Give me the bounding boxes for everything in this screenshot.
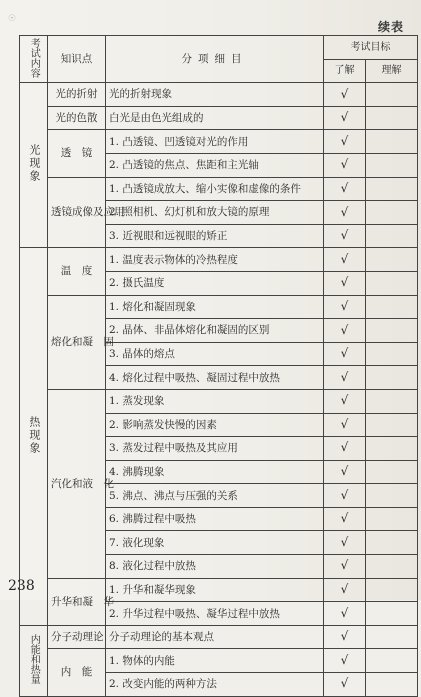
detail-cell: 1. 凸透镜成放大、缩小实像和虚像的条件 (106, 177, 324, 201)
topic-cell: 透 镜 (48, 130, 106, 177)
empty-cell (366, 295, 418, 319)
topic-cell: 内 能 (48, 649, 106, 696)
empty-cell (366, 271, 418, 295)
detail-cell: 2. 凸透镜的焦点、焦距和主光轴 (106, 153, 324, 177)
empty-cell (366, 555, 418, 579)
empty-cell (366, 484, 418, 508)
empty-cell (366, 649, 418, 673)
empty-cell (366, 201, 418, 225)
check-mark: √ (324, 83, 366, 107)
check-mark: √ (324, 460, 366, 484)
empty-cell (366, 673, 418, 697)
check-mark: √ (324, 413, 366, 437)
table-row (20, 83, 418, 107)
empty-cell (366, 83, 418, 107)
check-mark: √ (324, 673, 366, 697)
detail-cell: 2. 升华过程中吸热、凝华过程中放热 (106, 602, 324, 626)
check-mark: √ (324, 555, 366, 579)
detail-cell: 2. 影响蒸发快慢的因素 (106, 413, 324, 437)
header-detail-items: 分项细目 (106, 36, 324, 83)
header-comprehend: 理解 (366, 59, 418, 83)
check-mark: √ (324, 342, 366, 366)
check-mark: √ (324, 437, 366, 461)
topic-cell: 温 度 (48, 248, 106, 295)
detail-cell: 1. 升华和凝华现象 (106, 578, 324, 602)
detail-cell: 8. 液化过程中放热 (106, 555, 324, 579)
detail-cell: 4. 熔化过程中吸热、凝固过程中放热 (106, 366, 324, 390)
empty-cell (366, 602, 418, 626)
topic-cell: 光的折射 (48, 83, 106, 107)
empty-cell (366, 153, 418, 177)
empty-cell (366, 177, 418, 201)
table-row (20, 389, 418, 413)
empty-cell (366, 460, 418, 484)
check-mark: √ (324, 130, 366, 154)
check-mark: √ (324, 248, 366, 272)
check-mark: √ (324, 578, 366, 602)
header-knowledge-point: 知识点 (48, 36, 106, 83)
detail-cell: 3. 蒸发过程中吸热及其应用 (106, 437, 324, 461)
empty-cell (366, 342, 418, 366)
check-mark: √ (324, 106, 366, 130)
topic-cell: 光的色散 (48, 106, 106, 130)
empty-cell (366, 578, 418, 602)
detail-cell: 4. 沸腾现象 (106, 460, 324, 484)
check-mark: √ (324, 224, 366, 248)
empty-cell (366, 319, 418, 343)
check-mark: √ (324, 271, 366, 295)
syllabus-table (19, 35, 418, 697)
page-number: 238 (8, 578, 35, 594)
check-mark: √ (324, 177, 366, 201)
empty-cell (366, 531, 418, 555)
detail-cell: 7. 液化现象 (106, 531, 324, 555)
header-exam-content: 考试内容 (20, 36, 48, 83)
detail-cell: 3. 晶体的熔点 (106, 342, 324, 366)
check-mark: √ (324, 625, 366, 649)
detail-cell: 2. 照相机、幻灯机和放大镜的原理 (106, 201, 324, 225)
detail-cell: 分子动理论的基本观点 (106, 625, 324, 649)
empty-cell (366, 437, 418, 461)
continued-label: 续表 (378, 20, 405, 34)
check-mark: √ (324, 649, 366, 673)
check-mark: √ (324, 602, 366, 626)
detail-cell: 2. 改变内能的两种方法 (106, 673, 324, 697)
empty-cell (366, 389, 418, 413)
empty-cell (366, 366, 418, 390)
table-row (20, 177, 418, 201)
detail-cell: 1. 温度表示物体的冷热程度 (106, 248, 324, 272)
check-mark: √ (324, 389, 366, 413)
empty-cell (366, 413, 418, 437)
table-row (20, 106, 418, 130)
topic-cell: 汽化和液 化 (48, 389, 106, 578)
check-mark: √ (324, 295, 366, 319)
check-mark: √ (324, 319, 366, 343)
check-mark: √ (324, 201, 366, 225)
detail-cell: 2. 晶体、非晶体熔化和凝固的区别 (106, 319, 324, 343)
table-row (20, 130, 418, 154)
table-row (20, 578, 418, 602)
group-light: 光现象 (20, 83, 48, 248)
group-internal-energy: 内能和热量 (20, 625, 48, 696)
detail-cell: 1. 熔化和凝固现象 (106, 295, 324, 319)
detail-cell: 1. 凸透镜、凹透镜对光的作用 (106, 130, 324, 154)
check-mark: √ (324, 484, 366, 508)
detail-cell: 6. 沸腾过程中吸热 (106, 507, 324, 531)
topic-cell: 透镜成像及应用 (48, 177, 106, 248)
detail-cell: 1. 物体的内能 (106, 649, 324, 673)
topic-cell: 分子动理论 (48, 625, 106, 649)
check-mark: √ (324, 531, 366, 555)
group-heat: 热现象 (20, 248, 48, 626)
table-row (20, 649, 418, 673)
topic-cell: 熔化和凝 固 (48, 295, 106, 389)
empty-cell (366, 130, 418, 154)
empty-cell (366, 625, 418, 649)
corner-mark: ☉ (8, 14, 17, 24)
header-exam-goal: 考试目标 (324, 36, 418, 60)
detail-cell: 5. 沸点、沸点与压强的关系 (106, 484, 324, 508)
check-mark: √ (324, 507, 366, 531)
table-row (20, 625, 418, 649)
empty-cell (366, 106, 418, 130)
empty-cell (366, 248, 418, 272)
table-row (20, 248, 418, 272)
table-row (20, 295, 418, 319)
detail-cell: 白光是由色光组成的 (106, 106, 324, 130)
detail-cell: 光的折射现象 (106, 83, 324, 107)
detail-cell: 2. 摄氏温度 (106, 271, 324, 295)
detail-cell: 1. 蒸发现象 (106, 389, 324, 413)
detail-cell: 3. 近视眼和远视眼的矫正 (106, 224, 324, 248)
header-understand-basic: 了解 (324, 59, 366, 83)
empty-cell (366, 224, 418, 248)
check-mark: √ (324, 366, 366, 390)
check-mark: √ (324, 153, 366, 177)
empty-cell (366, 507, 418, 531)
topic-cell: 升华和凝 华 (48, 578, 106, 625)
